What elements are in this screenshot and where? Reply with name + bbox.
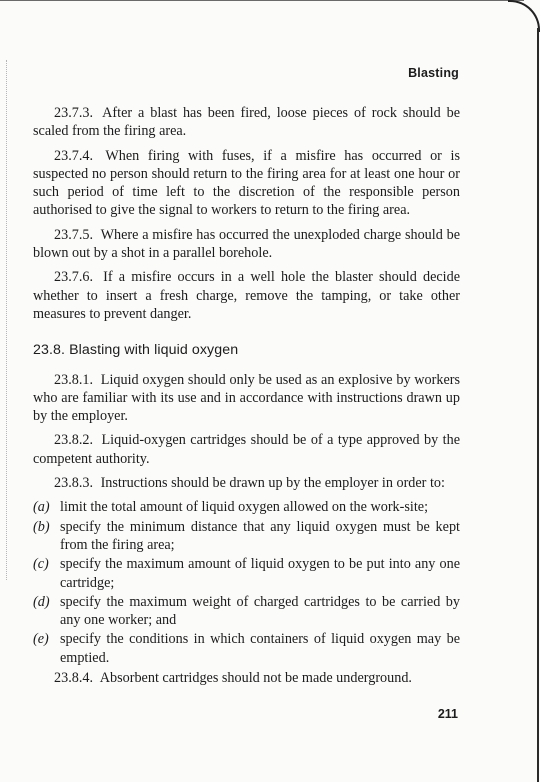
paragraph-23-7-5 bbox=[33, 226, 460, 263]
margin-marks bbox=[6, 60, 11, 580]
page-corner bbox=[508, 0, 540, 32]
running-head: Blasting bbox=[408, 66, 459, 80]
list-item bbox=[33, 630, 460, 667]
list-item-letter: (d) bbox=[33, 593, 50, 610]
list-item-text: specify the maximum weight of charged cartridges to be carried by any one worker; and bbox=[60, 593, 460, 629]
list-item bbox=[33, 555, 460, 592]
paragraph-23-8-1 bbox=[33, 371, 460, 426]
paragraph-number: 23.7.5. bbox=[54, 226, 94, 243]
paragraph-23-7-3 bbox=[33, 104, 460, 141]
page-number: 211 bbox=[437, 707, 458, 721]
list-item-text: specify the maximum amount of liquid oxygen to be put into any one cartridge; bbox=[60, 556, 460, 591]
paragraph-number: 23.8.1. bbox=[54, 371, 94, 388]
paragraph-number: 23.8.4. bbox=[54, 670, 94, 687]
paragraph-text: When firing with fuses, if a misfire has occurred or is suspected no person should return to the firing area for at least one hour or such period of time left to the discretion of the responsible person authorised to give the signal to workers to return to the firing area. bbox=[33, 147, 460, 219]
paragraph-number: 23.7.6. bbox=[54, 269, 94, 286]
list-item-text: limit the total amount of liquid oxygen allowed on the work-site; bbox=[60, 499, 429, 516]
paragraph-23-8-3 bbox=[33, 474, 460, 492]
paragraph-text: Where a misfire has occurred the unexploded charge should be blown out by a shot in a parallel borehole. bbox=[33, 226, 460, 262]
list-item bbox=[33, 498, 460, 516]
paragraph-text: If a misfire occurs in a well hole the blaster should decide whether to insert a fresh charge, remove the tamping, or take other measures to prevent danger. bbox=[33, 269, 461, 322]
list-item-letter: (b) bbox=[33, 518, 50, 535]
list-item-text: specify the conditions in which containers of liquid oxygen may be emptied. bbox=[60, 631, 460, 666]
section-heading: 23.8. Blasting with liquid oxygen bbox=[33, 342, 239, 359]
instruction-list bbox=[33, 498, 460, 667]
page-edge bbox=[537, 28, 539, 782]
paragraph-text: After a blast has been fired, loose pieces of rock should be scaled from the firing area. bbox=[33, 105, 460, 140]
list-item bbox=[33, 518, 460, 555]
paragraph-text: Instructions should be drawn up by the employer in order to: bbox=[100, 475, 445, 492]
top-rule bbox=[0, 0, 524, 1]
paragraph-text: Liquid oxygen should only be used as an explosive by workers who are familiar with its use and in accordance with instructions drawn up by the employer. bbox=[33, 371, 461, 425]
page-content bbox=[33, 104, 460, 693]
paragraph-23-7-4 bbox=[33, 147, 460, 220]
paragraph-23-8-2 bbox=[33, 431, 460, 468]
paragraph-number: 23.7.4. bbox=[54, 147, 94, 164]
list-item-letter: (c) bbox=[33, 556, 49, 573]
list-item bbox=[33, 593, 460, 630]
paragraph-23-7-6 bbox=[33, 268, 460, 323]
paragraph-23-8-4 bbox=[33, 669, 460, 687]
paragraph-number: 23.8.2. bbox=[54, 432, 94, 449]
list-item-letter: (a) bbox=[33, 499, 50, 516]
list-item-text: specify the minimum distance that any liquid oxygen must be kept from the firing area; bbox=[60, 518, 460, 553]
paragraph-number: 23.8.3. bbox=[54, 475, 94, 492]
paragraph-text: Liquid-oxygen cartridges should be of a type approved by the competent authority. bbox=[33, 432, 460, 467]
paragraph-number: 23.7.3. bbox=[54, 105, 94, 121]
paragraph-text: Absorbent cartridges should not be made underground. bbox=[99, 670, 412, 687]
list-item-letter: (e) bbox=[33, 631, 49, 648]
